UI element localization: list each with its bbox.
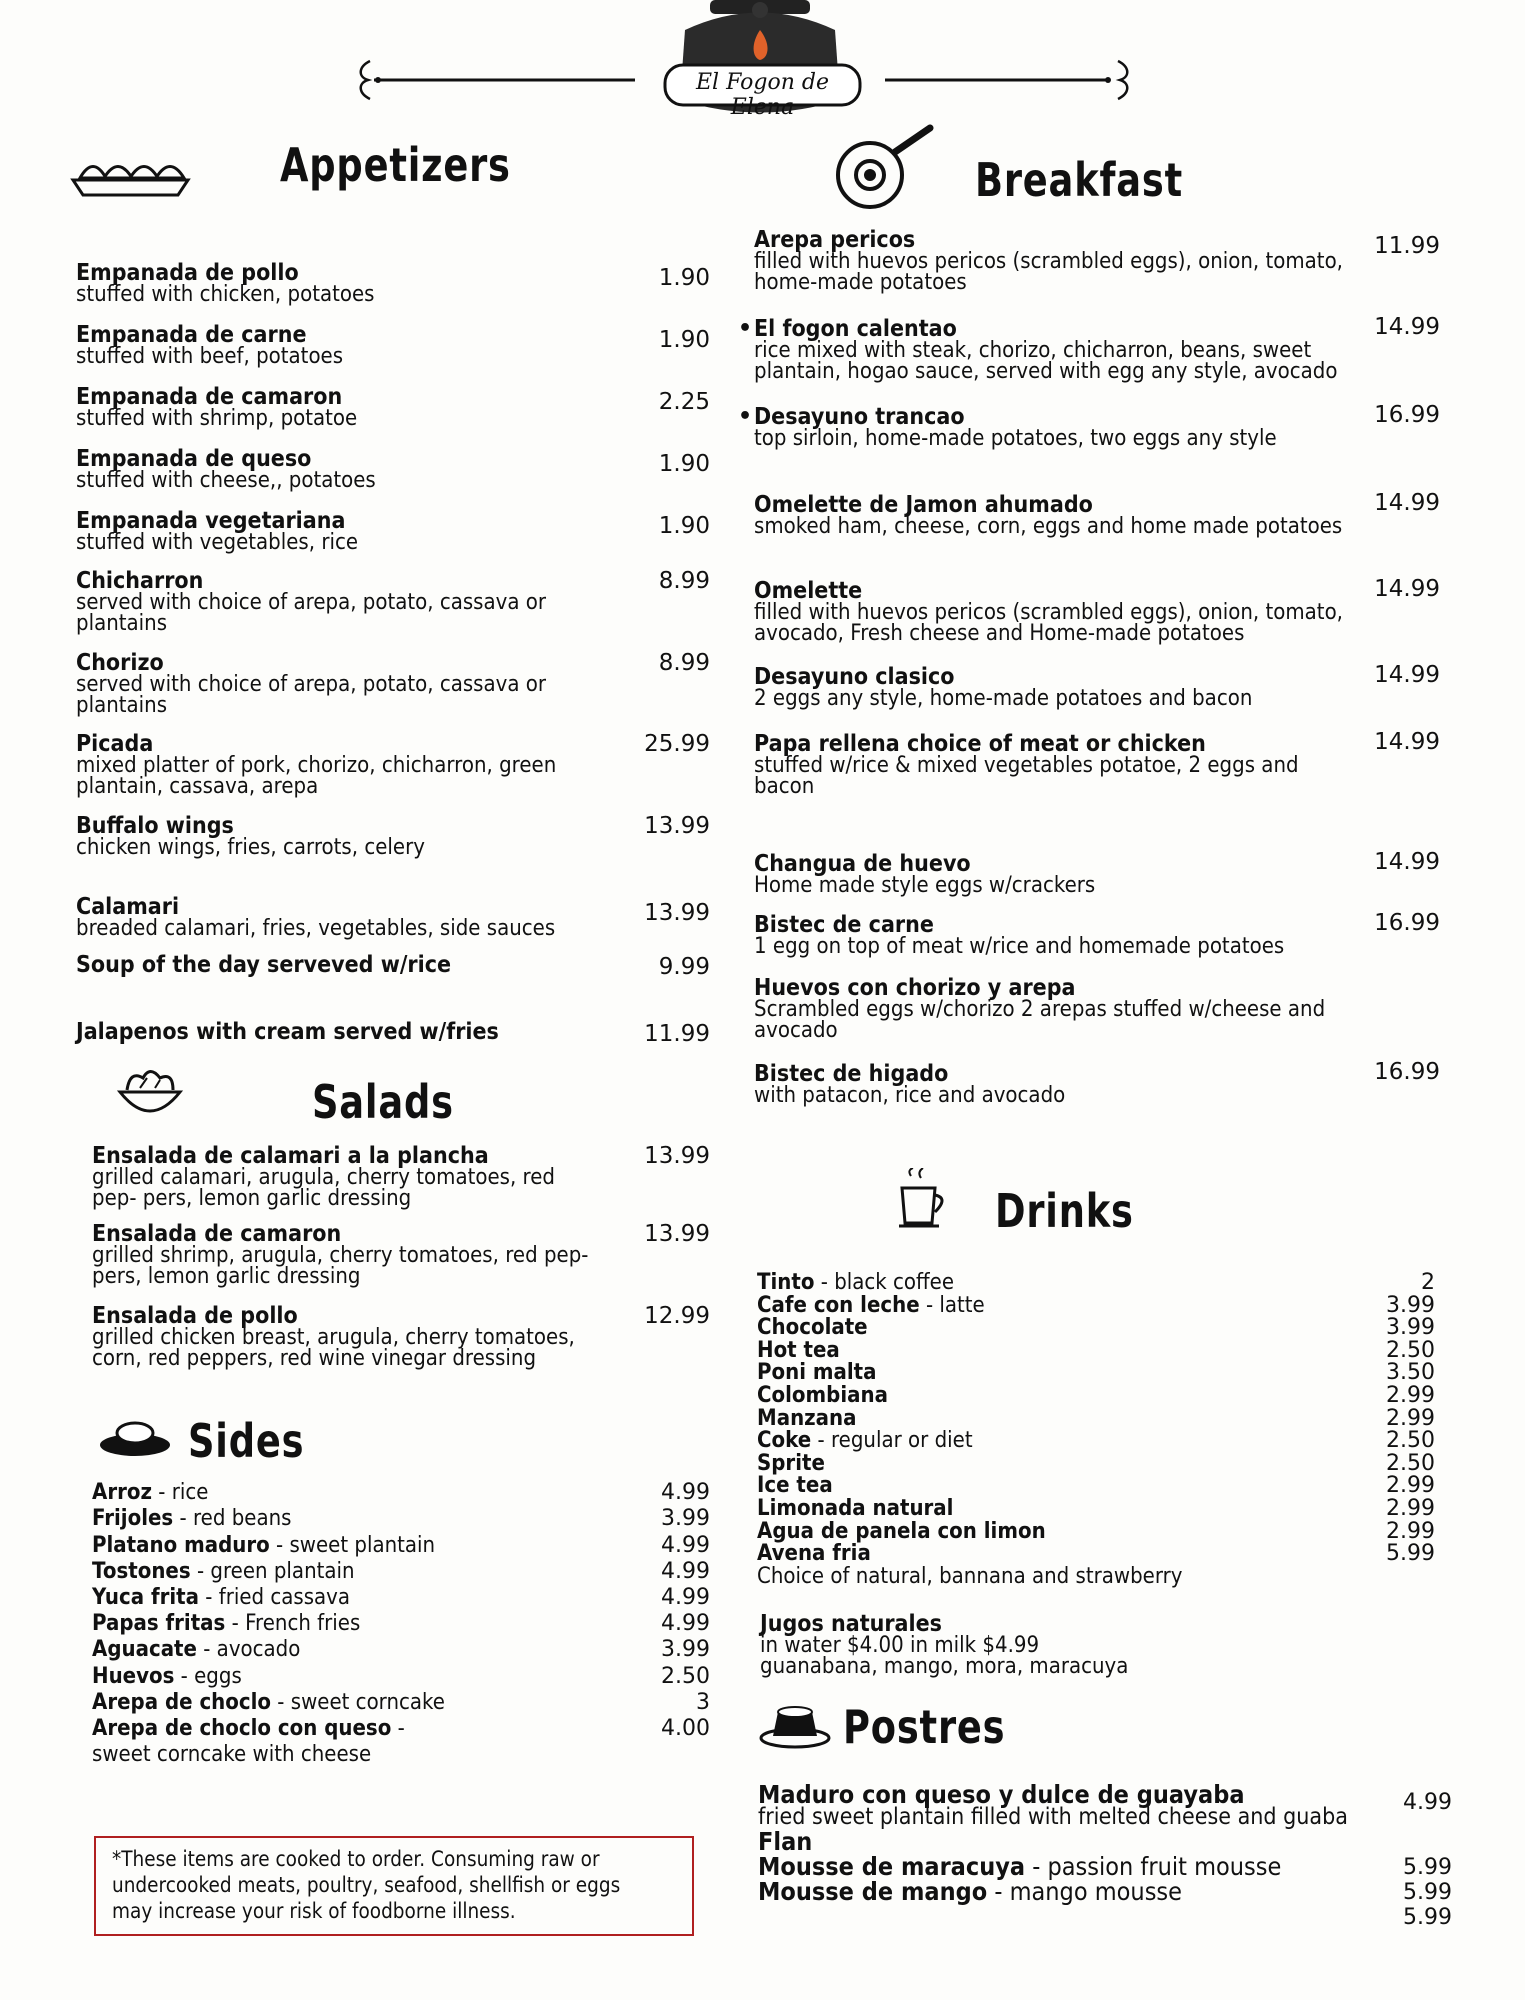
side-name: Huevos: [92, 1664, 175, 1689]
menu-item: [76, 324, 636, 367]
item-description: served with choice of arepa, potato, cassava or plantains: [76, 590, 547, 636]
plate-icon: [95, 1415, 175, 1460]
item-name: Bistec de higado: [754, 1061, 949, 1087]
dessert-name: Mousse de mango: [758, 1877, 988, 1906]
dessert-price: 5.99: [1403, 1905, 1452, 1930]
menu-item: [738, 404, 1414, 451]
flan-icon: [758, 1700, 833, 1750]
dessert-price: 5.99: [1403, 1880, 1452, 1905]
item-price: 14.99: [1374, 314, 1440, 340]
item-name: Omelette de Jamon ahumado: [754, 492, 1093, 518]
item-name: Calamari: [76, 894, 180, 920]
side-price: 4.00: [661, 1716, 710, 1741]
item-description: stuffed w/rice & mixed vegetables potatoe, 2 eggs and bacon: [754, 753, 1299, 799]
drink-name: Agua de panela con limon: [757, 1519, 1046, 1544]
menu-item: [76, 510, 636, 553]
sides-title: Sides: [188, 1414, 305, 1468]
dessert-description: - mango mousse: [987, 1877, 1182, 1906]
side-description: - sweet plantain: [269, 1533, 436, 1558]
drink-row: [757, 1521, 1046, 1543]
drink-name: Avena fria: [757, 1541, 871, 1566]
item-description: top sirloin, home-made potatoes, two eggs any style: [754, 426, 1277, 451]
menu-item: [754, 853, 1414, 896]
salads-title: Salads: [312, 1075, 454, 1129]
side-description: - eggs: [174, 1664, 242, 1689]
item-name: Empanada de queso: [76, 446, 312, 472]
side-price: 3: [696, 1690, 710, 1715]
drink-row: [757, 1362, 877, 1384]
side-row: [92, 1508, 291, 1530]
item-name: Chicharron: [76, 568, 204, 594]
item-description: stuffed with cheese,, potatoes: [76, 468, 376, 493]
item-price: 11.99: [1374, 233, 1440, 259]
item-price: 1.90: [658, 265, 710, 291]
menu-item: [754, 914, 1414, 957]
jugos-line2: guanabana, mango, mora, maracuya: [760, 1654, 1129, 1679]
drink-description: - black coffee: [814, 1270, 955, 1295]
drink-price: 2.99: [1386, 1406, 1435, 1431]
item-description: mixed platter of pork, chorizo, chicharron, green plantain, cassava, arepa: [76, 753, 557, 799]
dessert-item: [758, 1877, 1229, 1906]
side-description: -: [391, 1716, 405, 1741]
drink-price: 2.99: [1386, 1473, 1435, 1498]
dessert-item: [758, 1780, 1413, 1830]
drink-name: Limonada natural: [757, 1496, 954, 1521]
item-price: 14.99: [1374, 490, 1440, 516]
side-row: [92, 1587, 350, 1609]
item-description: breaded calamari, fries, vegetables, side sauces: [76, 916, 556, 941]
side-name: Arepa de choclo: [92, 1690, 272, 1715]
dessert-name: Maduro con queso y dulce de guayaba: [758, 1780, 1245, 1809]
drink-row: [757, 1453, 825, 1475]
item-name: Desayuno clasico: [754, 664, 955, 690]
side-row: [92, 1482, 208, 1504]
breakfast-title: Breakfast: [975, 153, 1184, 207]
drink-price: 2.99: [1386, 1519, 1435, 1544]
item-name: Empanada de pollo: [76, 260, 299, 286]
side-price: 4.99: [661, 1559, 710, 1584]
item-price: 14.99: [1374, 576, 1440, 602]
header-flourish-right: [880, 55, 1140, 105]
dessert-row: [758, 1827, 813, 1856]
jugos-block: [760, 1613, 1169, 1677]
menu-item: [76, 448, 636, 491]
side-price: 4.99: [661, 1533, 710, 1558]
menu-item: [76, 954, 636, 976]
item-description: Scrambled eggs w/chorizo 2 arepas stuffed w/cheese and avocado: [754, 997, 1326, 1043]
item-price: 11.99: [644, 1021, 710, 1047]
item-description: grilled chicken breast, arugula, cherry tomatoes, corn, red peppers, red wine vinegar dressing: [92, 1325, 575, 1371]
drink-price: 2.50: [1386, 1338, 1435, 1363]
drink-price: 2.50: [1386, 1451, 1435, 1476]
side-name: Papas fritas: [92, 1611, 226, 1636]
menu-item: [76, 386, 636, 429]
dessert-row: [758, 1877, 1182, 1906]
drink-price: 2.99: [1386, 1383, 1435, 1408]
item-price: 12.99: [644, 1303, 710, 1329]
menu-item: [76, 570, 636, 634]
drink-row: [757, 1475, 833, 1497]
jugos-name: Jugos naturales: [760, 1611, 942, 1637]
side-description: - rice: [151, 1480, 209, 1505]
side-description: - sweet corncake: [271, 1690, 445, 1715]
drink-name: Coke: [757, 1428, 812, 1453]
menu-item: [754, 1063, 1414, 1106]
drink-description: - latte: [919, 1293, 985, 1318]
side-price: 4.99: [661, 1585, 710, 1610]
postres-title: Postres: [843, 1700, 1006, 1754]
item-name: Omelette: [754, 578, 863, 604]
menu-item: [76, 652, 636, 716]
drink-row: [757, 1430, 973, 1452]
item-description: filled with huevos pericos (scrambled eggs), onion, tomato, avocado, Fresh cheese and Home-made potatoes: [754, 600, 1343, 646]
side-row: [92, 1718, 405, 1740]
item-description: served with choice of arepa, potato, cassava or plantains: [76, 672, 547, 718]
drink-name: Colombiana: [757, 1383, 888, 1408]
logo-text: El Fogon de Elena: [696, 70, 829, 120]
item-name: Arepa pericos: [754, 227, 916, 253]
side-description: - red beans: [173, 1506, 292, 1531]
side-row: [92, 1613, 360, 1635]
item-name: Ensalada de camaron: [92, 1221, 342, 1247]
drink-name: Manzana: [757, 1406, 857, 1431]
item-name: Ensalada de pollo: [92, 1303, 298, 1329]
side-name: Frijoles: [92, 1506, 174, 1531]
item-price: 14.99: [1374, 662, 1440, 688]
drink-row: [757, 1498, 953, 1520]
side-row: [92, 1744, 371, 1766]
side-description: - green plantain: [190, 1559, 355, 1584]
dessert-description: fried sweet plantain filled with melted cheese and guaba: [758, 1804, 1348, 1830]
raw-food-notice: [94, 1836, 694, 1936]
item-description: smoked ham, cheese, corn, eggs and home made potatoes: [754, 514, 1343, 539]
drink-name: Hot tea: [757, 1338, 840, 1363]
drink-price: 2: [1421, 1270, 1435, 1295]
side-description: - avocado: [196, 1637, 301, 1662]
menu-item: [754, 666, 1414, 709]
side-row: [92, 1692, 445, 1714]
item-price: 13.99: [644, 900, 710, 926]
empanadas-icon: [68, 150, 198, 200]
item-name: Empanada vegetariana: [76, 508, 346, 534]
salad-bowl-icon: [115, 1060, 185, 1125]
drink-name: Tinto: [757, 1270, 815, 1295]
notice-line: *These items are cooked to order. Consuming raw or: [112, 1847, 600, 1871]
item-description: rice mixed with steak, chorizo, chicharron, beans, sweet plantain, hogao sauce, served with egg any style, avocado: [754, 338, 1338, 384]
item-description: Home made style eggs w/crackers: [754, 873, 1096, 898]
dessert-price: 5.99: [1403, 1855, 1452, 1880]
item-price: 14.99: [1374, 729, 1440, 755]
menu-item: [754, 580, 1414, 644]
menu-item: [92, 1145, 652, 1209]
item-description: grilled calamari, arugula, cherry tomatoes, red pep- pers, lemon garlic dressing: [92, 1165, 556, 1211]
dessert-description: - passion fruit mousse: [1025, 1852, 1282, 1881]
menu-item: [76, 733, 636, 797]
item-price: 25.99: [644, 731, 710, 757]
side-name: Arepa de choclo con queso: [92, 1716, 392, 1741]
dessert-row: [758, 1852, 1282, 1881]
coffee-cup-icon: [897, 1168, 952, 1230]
drink-price: 2.50: [1386, 1428, 1435, 1453]
item-price: 16.99: [1374, 1059, 1440, 1085]
menu-item: [92, 1223, 652, 1287]
side-name: Yuca frita: [92, 1585, 199, 1610]
item-price: 1.90: [658, 451, 710, 477]
side-name: Aguacate: [92, 1637, 197, 1662]
item-name: Changua de huevo: [754, 851, 971, 877]
drink-description: Choice of natural, bannana and strawberry: [757, 1564, 1183, 1589]
drink-row: [757, 1385, 888, 1407]
item-price: 16.99: [1374, 910, 1440, 936]
item-description: with patacon, rice and avocado: [754, 1083, 1066, 1108]
menu-item: [76, 262, 636, 305]
side-name: Platano maduro: [92, 1533, 270, 1558]
drink-description: - regular or diet: [811, 1428, 973, 1453]
drink-row: [757, 1340, 840, 1362]
item-name: Empanada de camaron: [76, 384, 343, 410]
item-name: El fogon calentao: [754, 316, 957, 342]
item-name: Soup of the day serveved w/rice: [76, 952, 452, 978]
menu-item: [754, 494, 1414, 537]
item-price: 2.25: [658, 389, 710, 415]
drink-price: 3.99: [1386, 1315, 1435, 1340]
item-name: Chorizo: [76, 650, 164, 676]
side-name: Arroz: [92, 1480, 152, 1505]
drink-row: [757, 1566, 1182, 1588]
item-name: Jalapenos with cream served w/fries: [76, 1019, 499, 1045]
item-price: 8.99: [658, 568, 710, 594]
dessert-item: [758, 1827, 818, 1856]
item-description: stuffed with beef, potatoes: [76, 344, 344, 369]
item-star-marker: •: [738, 404, 753, 429]
menu-item: [738, 316, 1414, 384]
item-name: Empanada de carne: [76, 322, 307, 348]
item-name: Desayuno trancao: [754, 404, 965, 430]
item-price: 8.99: [658, 650, 710, 676]
side-row: [92, 1535, 435, 1557]
side-price: 3.99: [661, 1637, 710, 1662]
side-row: [92, 1561, 355, 1583]
side-description: - fried cassava: [198, 1585, 351, 1610]
menu-item: [76, 815, 636, 858]
item-price: 13.99: [644, 1143, 710, 1169]
side-description: sweet corncake with cheese: [92, 1742, 372, 1767]
item-name: Picada: [76, 731, 154, 757]
dessert-name: Mousse de maracuya: [758, 1852, 1026, 1881]
drink-row: [757, 1272, 954, 1294]
item-description: stuffed with vegetables, rice: [76, 530, 359, 555]
item-description: stuffed with chicken, potatoes: [76, 282, 375, 307]
header-flourish-left: [350, 55, 640, 105]
item-name: Bistec de carne: [754, 912, 934, 938]
drink-price: 2.99: [1386, 1496, 1435, 1521]
side-price: 4.99: [661, 1480, 710, 1505]
item-description: filled with huevos pericos (scrambled eggs), onion, tomato, home-made potatoes: [754, 249, 1343, 295]
menu-item: [754, 733, 1414, 797]
item-description: 1 egg on top of meat w/rice and homemade potatoes: [754, 934, 1285, 959]
dessert-name: Flan: [758, 1827, 813, 1856]
side-row: [92, 1666, 242, 1688]
item-name: Ensalada de calamari a la plancha: [92, 1143, 489, 1169]
drinks-title: Drinks: [995, 1184, 1134, 1238]
side-description: - French fries: [225, 1611, 361, 1636]
item-price: 1.90: [658, 327, 710, 353]
drink-row: [757, 1408, 857, 1430]
drink-row: [757, 1543, 871, 1565]
menu-item: [76, 896, 636, 939]
notice-line: undercooked meats, poultry, seafood, shellfish or eggs: [112, 1873, 621, 1897]
item-star-marker: •: [738, 316, 753, 341]
item-price: 16.99: [1374, 402, 1440, 428]
item-name: Papa rellena choice of meat or chicken: [754, 731, 1206, 757]
drink-row: [757, 1317, 868, 1339]
drink-name: Sprite: [757, 1451, 825, 1476]
item-description: stuffed with shrimp, potatoe: [76, 406, 358, 431]
item-price: 13.99: [644, 813, 710, 839]
item-description: chicken wings, fries, carrots, celery: [76, 835, 425, 860]
side-row: [92, 1639, 300, 1661]
item-price: 13.99: [644, 1221, 710, 1247]
item-price: 1.90: [658, 513, 710, 539]
dessert-item: [758, 1852, 1339, 1881]
notice-line: may increase your risk of foodborne illness.: [112, 1899, 516, 1923]
item-price: 14.99: [1374, 849, 1440, 875]
menu-item: [754, 229, 1414, 293]
jugos-line1: in water $4.00 in milk $4.99: [760, 1633, 1040, 1658]
appetizers-title: Appetizers: [280, 138, 511, 192]
drink-row: [757, 1295, 985, 1317]
menu-item: [76, 1021, 636, 1043]
drink-price: 3.99: [1386, 1293, 1435, 1318]
drink-name: Ice tea: [757, 1473, 833, 1498]
item-name: Buffalo wings: [76, 813, 234, 839]
drink-price: 5.99: [1386, 1541, 1435, 1566]
dessert-price: 4.99: [1403, 1790, 1452, 1815]
side-price: 4.99: [661, 1611, 710, 1636]
menu-item: [754, 977, 1414, 1041]
menu-item: [92, 1305, 652, 1369]
item-name: Huevos con chorizo y arepa: [754, 975, 1076, 1001]
drink-price: 3.50: [1386, 1360, 1435, 1385]
drink-name: Chocolate: [757, 1315, 868, 1340]
side-price: 2.50: [661, 1664, 710, 1689]
side-name: Tostones: [92, 1559, 191, 1584]
item-price: 9.99: [658, 954, 710, 980]
frying-pan-icon: [825, 120, 945, 215]
item-description: 2 eggs any style, home-made potatoes and bacon: [754, 686, 1253, 711]
drink-name: Cafe con leche: [757, 1293, 920, 1318]
item-description: grilled shrimp, arugula, cherry tomatoes, red pep- pers, lemon garlic dressing: [92, 1243, 589, 1289]
side-price: 3.99: [661, 1506, 710, 1531]
drink-name: Poni malta: [757, 1360, 877, 1385]
